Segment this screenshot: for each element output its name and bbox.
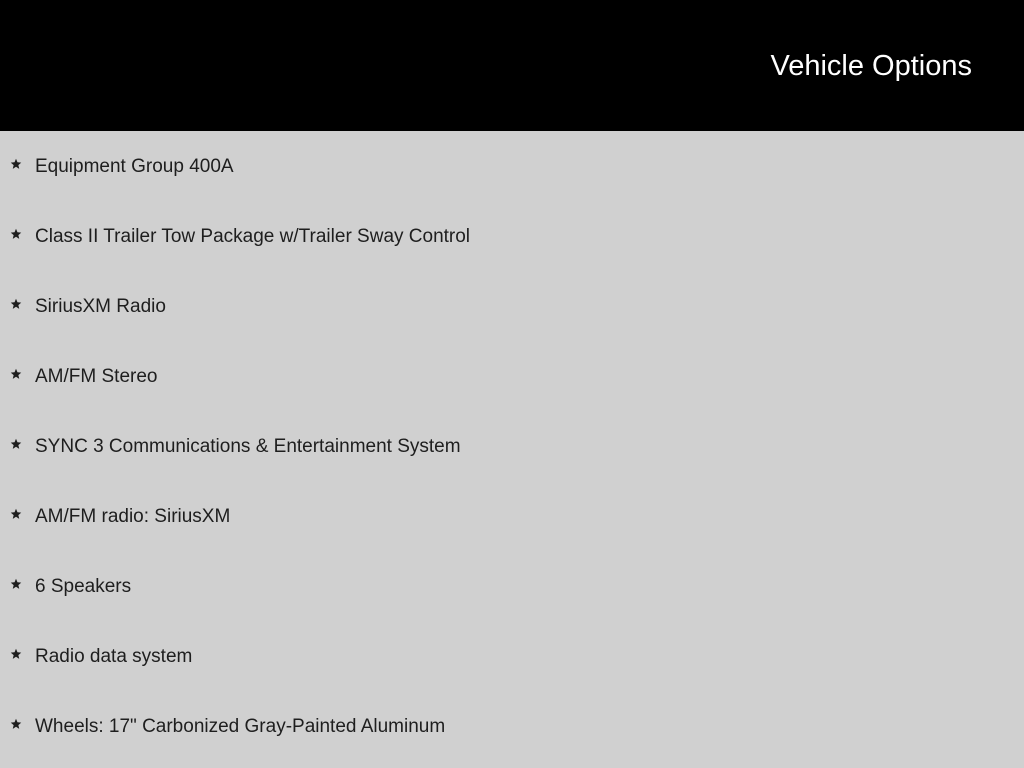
list-item-label: SYNC 3 Communications & Entertainment System xyxy=(35,436,461,457)
list-item-label: Wheels: 17" Carbonized Gray-Painted Aluminum xyxy=(35,716,446,737)
star-icon xyxy=(10,718,22,730)
star-icon xyxy=(10,578,22,590)
list-item-label: Class II Trailer Tow Package w/Trailer Sway Control xyxy=(35,226,471,247)
star-icon xyxy=(10,648,22,660)
list-item-label: AM/FM radio: SiriusXM xyxy=(35,506,231,527)
list-item-label: Equipment Group 400A xyxy=(35,156,234,177)
list-item-label: AM/FM Stereo xyxy=(35,366,158,387)
star-icon xyxy=(10,508,22,520)
star-icon xyxy=(10,368,22,380)
list-item-label: Radio data system xyxy=(35,646,193,667)
header-bar xyxy=(0,0,1024,131)
star-icon xyxy=(10,158,22,170)
vehicle-options-list xyxy=(0,131,1024,768)
star-icon xyxy=(10,438,22,450)
star-icon xyxy=(10,298,22,310)
page-title: Vehicle Options xyxy=(770,50,972,82)
star-icon xyxy=(10,228,22,240)
list-item-label: 6 Speakers xyxy=(35,576,132,597)
list-item-label: SiriusXM Radio xyxy=(35,296,166,317)
